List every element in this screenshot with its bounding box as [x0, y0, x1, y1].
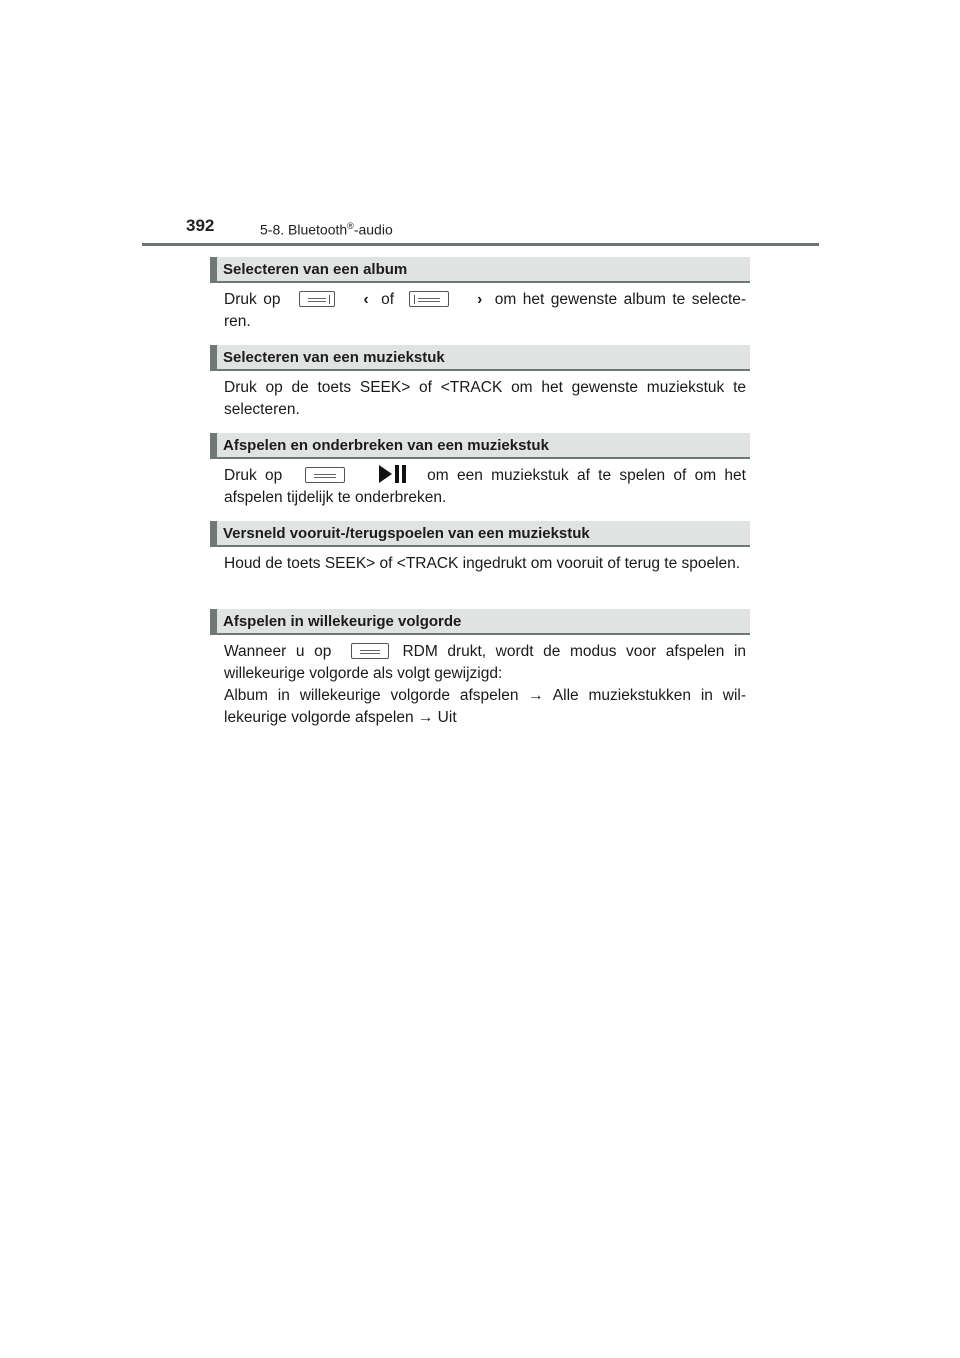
section-body: Druk op de toets SEEK> of <TRACK om het gewenste muziekstuk te selecteren.: [224, 379, 746, 418]
section-heading: [210, 433, 750, 459]
section-heading-text: Selecteren van een muziekstuk: [223, 349, 445, 366]
body-text: Wanneer u op: [224, 643, 332, 660]
header-rule: [142, 243, 819, 246]
section-play-pause: [210, 433, 750, 509]
preset-key-icon: [299, 291, 335, 307]
registered-mark: ®: [347, 221, 354, 231]
play-pause-icon: [379, 464, 409, 484]
preset-key-icon: [305, 467, 345, 483]
section-body: Houd de toets SEEK> of <TRACK ingedrukt om vooruit of terug te spoelen.: [224, 555, 741, 572]
preset-key-icon: [351, 643, 389, 659]
chevron-left-icon: ‹: [363, 291, 369, 308]
body-text: om een muziekstuk af te spelen of om het afspelen tijdelijk te onderbreken.: [224, 467, 746, 506]
chapter-suffix: -audio: [353, 221, 393, 238]
body-text: Druk op: [224, 291, 281, 308]
section-body: [224, 289, 746, 333]
chevron-right-icon: ›: [477, 291, 483, 308]
chapter-title: [260, 221, 393, 238]
preset-key-icon: [409, 291, 449, 307]
section-random-playback: [210, 609, 750, 729]
page-number: 392: [186, 216, 215, 235]
section-heading-text: Versneld vooruit-/terugspoelen van een muziekstuk: [223, 525, 590, 542]
body-text: om het gewenste album te selecte-ren.: [224, 291, 747, 330]
section-fast-forward-rewind: [210, 521, 750, 575]
body-text: of: [381, 291, 395, 308]
body-text: RDM drukt, wordt de modus voor afspelen in willekeurige volgorde als volgt gewijzigd:: [224, 643, 747, 682]
section-heading-text: Afspelen en onderbreken van een muziekstuk: [223, 437, 549, 454]
section-heading-text: Afspelen in willekeurige volgorde: [223, 613, 462, 630]
section-heading: [210, 521, 750, 547]
section-heading: [210, 609, 750, 635]
chapter-prefix: 5-8. Bluetooth: [260, 221, 348, 238]
section-select-track: [210, 345, 750, 421]
body-text: Druk op: [224, 467, 283, 484]
body-text: Album in willekeurige volgorde afspelen → Alle muziekstukken in wil-lekeurige volgorde afspelen → Uit: [224, 687, 746, 726]
section-heading-text: Selecteren van een album: [223, 261, 408, 278]
section-body: [224, 465, 746, 509]
section-select-album: [210, 257, 750, 333]
section-heading: [210, 257, 750, 283]
section-heading: [210, 345, 750, 371]
section-body: [224, 641, 746, 729]
